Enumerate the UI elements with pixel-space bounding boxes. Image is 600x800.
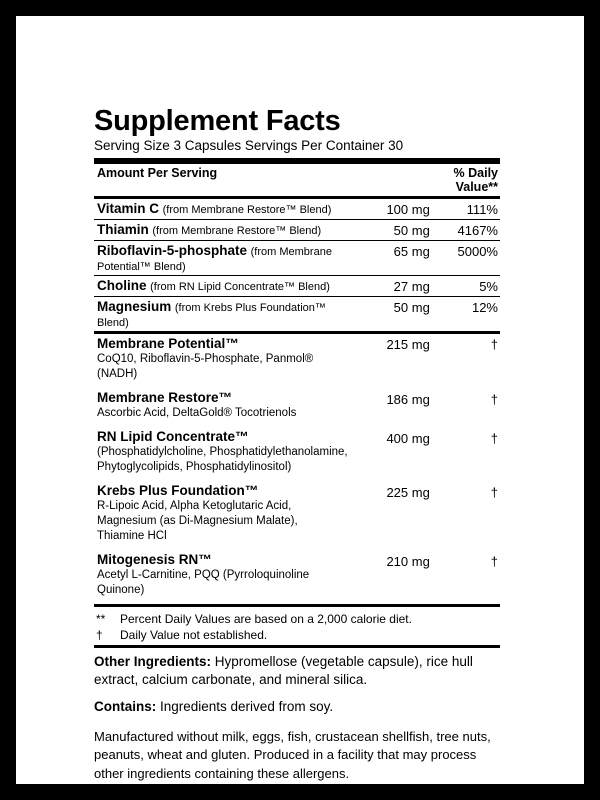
nutrient-source: (from Membrane Potential™ Blend) — [97, 246, 332, 274]
footnote-mark: ** — [96, 611, 106, 626]
table-row — [94, 220, 500, 241]
blend-description: R-Lipoic Acid, Alpha Ketoglutaric Acid, Magnesium (as Di-Magnesium Malate), Thiamine HCl — [97, 500, 298, 542]
label-page — [16, 16, 584, 784]
table-header-row — [94, 164, 500, 198]
facts-table — [94, 164, 500, 603]
header-amount-spacer — [348, 164, 436, 198]
page-title: Supplement Facts — [94, 105, 341, 137]
blend-amount: 186 mg — [386, 392, 430, 408]
blend-dv: † — [490, 392, 498, 408]
contains-label: Contains: — [94, 698, 157, 714]
blend-dv: † — [490, 553, 498, 569]
footnote-row — [96, 627, 500, 643]
nutrient-name: Vitamin C — [97, 201, 160, 217]
nutrient-source: (from Membrane Restore™ Blend) — [162, 204, 332, 217]
table-row — [94, 297, 500, 333]
contains-statement — [94, 690, 500, 716]
blend-description: Ascorbic Acid, DeltaGold® Tocotrienols — [97, 407, 297, 420]
supplement-facts-panel — [94, 106, 500, 783]
blend-amount: 225 mg — [386, 485, 430, 500]
blend-name: Membrane Restore™ — [97, 390, 233, 406]
nutrient-name: Magnesium — [97, 299, 172, 315]
nutrient-dv: 5% — [436, 276, 500, 297]
blend-name: Krebs Plus Foundation™ — [97, 483, 259, 498]
nutrient-amount: 65 mg — [348, 241, 436, 276]
table-row — [94, 477, 500, 546]
nutrient-dv: 5000% — [436, 241, 500, 276]
header-daily-value: % Daily Value** — [453, 166, 498, 195]
table-row — [94, 423, 500, 477]
nutrient-name: Riboflavin-5-phosphate — [97, 243, 248, 259]
nutrient-amount: 50 mg — [348, 297, 436, 333]
blend-dv: † — [490, 337, 498, 353]
blend-dv: † — [490, 431, 498, 447]
blend-description: (Phosphatidylcholine, Phosphatidylethanolamine, Phytoglycolipids, Phosphatidylinositol) — [97, 446, 348, 474]
table-row — [94, 334, 500, 384]
table-row — [94, 384, 500, 423]
nutrient-amount: 50 mg — [348, 220, 436, 241]
footnotes — [94, 607, 500, 645]
blend-name: Mitogenesis RN™ — [97, 551, 212, 567]
footnote-text: Daily Value not established. — [120, 627, 268, 642]
nutrient-source: (from Membrane Restore™ Blend) — [152, 225, 322, 238]
footnote-mark: † — [96, 627, 103, 642]
blend-amount: 215 mg — [386, 337, 430, 353]
blend-amount: 400 mg — [386, 431, 430, 447]
serving-size-line: Serving Size 3 Capsules Servings Per Container 30 — [94, 138, 404, 154]
nutrient-amount: 100 mg — [386, 202, 430, 218]
other-ingredients-text: Hypromellose (vegetable capsule), rice hull extract, calcium carbonate, and mineral silica. — [94, 654, 473, 688]
other-ingredients-label: Other Ingredients: — [94, 654, 212, 670]
nutrient-source: (from RN Lipid Concentrate™ Blend) — [150, 281, 330, 294]
nutrient-dv: 12% — [436, 297, 500, 333]
contains-text: Ingredients derived from soy. — [156, 698, 334, 714]
allergen-statement: Manufactured without milk, eggs, fish, crustacean shellfish, tree nuts, peanuts, wheat and gluten. Produced in a facility that may process other ingredients containing these allergens. — [94, 728, 491, 781]
nutrient-name: Thiamin — [97, 222, 149, 238]
table-row — [94, 546, 500, 604]
nutrient-source: (from Krebs Plus Foundation™ Blend) — [97, 302, 326, 330]
other-ingredients — [94, 648, 500, 689]
footnote-text: Percent Daily Values are based on a 2,000 calorie diet. — [120, 611, 412, 626]
nutrient-dv: 4167% — [436, 220, 500, 241]
blend-name: RN Lipid Concentrate™ — [97, 429, 249, 445]
blend-description: CoQ10, Riboflavin-5-Phosphate, Panmol® (NADH) — [97, 353, 314, 381]
table-row — [94, 241, 500, 276]
nutrient-dv: 111% — [466, 202, 498, 218]
nutrient-amount: 27 mg — [348, 276, 436, 297]
blend-name: Membrane Potential™ — [97, 336, 239, 352]
nutrient-name: Choline — [97, 278, 147, 294]
blend-amount: 210 mg — [386, 553, 430, 569]
blend-dv: † — [490, 485, 498, 500]
footnote-row — [96, 611, 500, 627]
table-row — [94, 199, 500, 220]
table-row — [94, 276, 500, 297]
header-amount-per-serving: Amount Per Serving — [97, 166, 218, 181]
blend-description: Acetyl L-Carnitine, PQQ (Pyrroloquinoline Quinone) — [97, 568, 310, 596]
